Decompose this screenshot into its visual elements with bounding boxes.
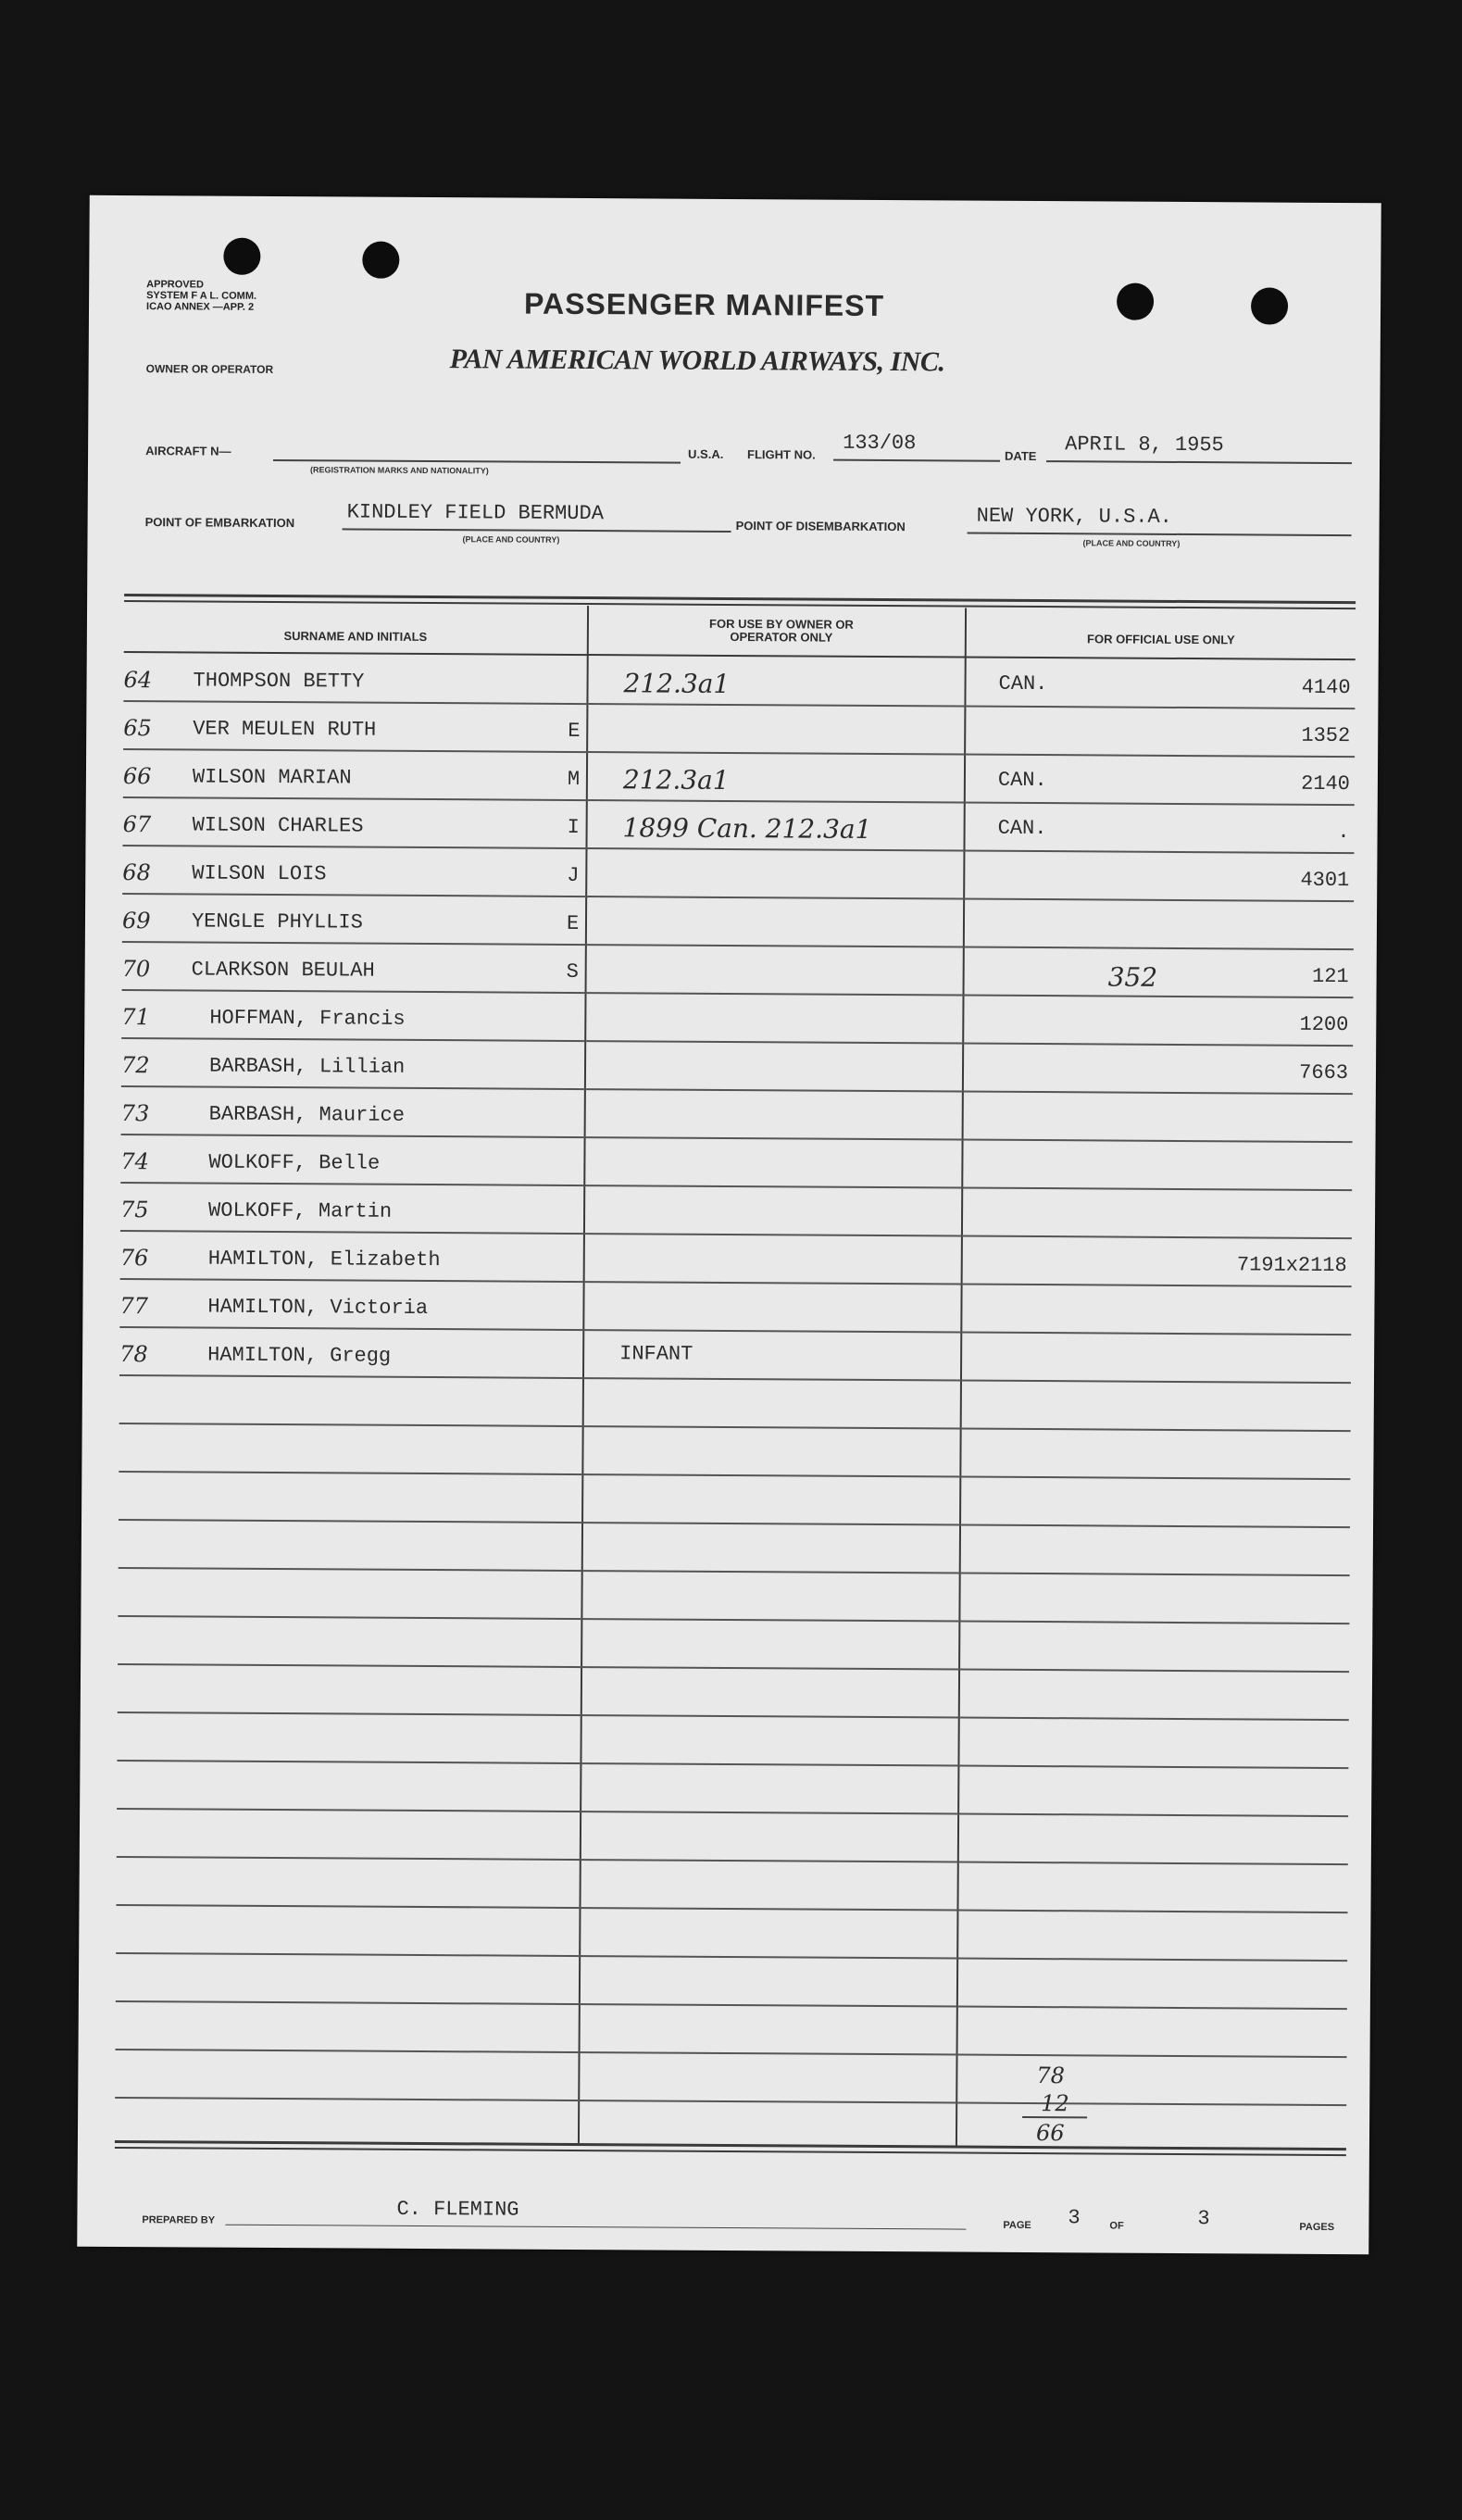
official-code: 7191x2118 (1236, 1253, 1347, 1278)
row-number: 70 (121, 955, 151, 983)
tally-minus: 12 (1041, 2090, 1069, 2117)
row-rule (119, 1519, 1350, 1528)
total-pages: 3 (1197, 2207, 1210, 2231)
passenger-name: YENGLE PHYLLIS (191, 909, 363, 934)
row-rule (117, 1808, 1348, 1817)
flight-label: FLIGHT NO. (747, 447, 816, 462)
embarkation-point: KINDLEY FIELD BERMUDA (346, 500, 605, 526)
row-number: 76 (119, 1244, 149, 1272)
owner-note: 212.3a1 (622, 764, 730, 796)
flight-underline (833, 459, 1000, 462)
disembark-sub: (PLACE AND COUNTRY) (1082, 538, 1181, 548)
row-number: 78 (119, 1340, 148, 1368)
flight-date: APRIL 8, 1955 (1065, 433, 1224, 458)
official-code: 7663 (1299, 1060, 1349, 1085)
official-code: 121 (1311, 964, 1349, 989)
row-number: 65 (123, 714, 152, 742)
passenger-name: THOMPSON BETTY (193, 669, 365, 694)
owner-note: INFANT (619, 1342, 694, 1366)
official-note: 352 (1107, 961, 1158, 993)
passenger-name: WILSON MARIAN (192, 765, 352, 790)
tally-top: 78 (1036, 2062, 1066, 2089)
disembarkation-point: NEW YORK, U.S.A. (976, 504, 1172, 529)
row-number: 73 (120, 1099, 150, 1127)
approval-line: SYSTEM F A L. COMM. (146, 290, 257, 302)
row-rule (120, 1182, 1352, 1191)
manifest-sheet (77, 195, 1381, 2254)
row-number: 64 (123, 666, 153, 694)
passenger-name: BARBASH, Maurice (208, 1102, 406, 1127)
punch-hole (223, 238, 260, 275)
row-number: 68 (122, 859, 151, 886)
row-number: 72 (120, 1051, 150, 1079)
passenger-name: VER MEULEN RUTH (193, 717, 377, 742)
usa-label: U.S.A. (688, 446, 724, 461)
form-title: PASSENGER MANIFEST (523, 286, 885, 323)
passenger-name: CLARKSON BEULAH (191, 958, 375, 983)
punch-hole (1251, 287, 1288, 324)
official-code (1170, 1349, 1346, 1350)
official-code (1171, 1205, 1347, 1206)
row-rule (121, 1134, 1353, 1143)
flight-number: 133/08 (843, 431, 917, 456)
col-official-header: FOR OFFICIAL USE ONLY (1087, 632, 1235, 647)
owner-note: 212.3a1 (623, 668, 731, 699)
row-rule (117, 1856, 1348, 1865)
header-rule (124, 651, 1356, 660)
owner-label: OWNER OR OPERATOR (145, 362, 274, 376)
row-rule (122, 989, 1354, 998)
aircraft-underline (273, 459, 681, 464)
column-divider (956, 608, 967, 2146)
passenger-initial: E (568, 719, 581, 744)
embark-sub: (PLACE AND COUNTRY) (462, 534, 560, 545)
passenger-initial: J (567, 863, 580, 888)
official-code: 1200 (1299, 1012, 1349, 1037)
date-label: DATE (1005, 448, 1037, 464)
row-rule (117, 1760, 1348, 1769)
official-note: CAN. (997, 768, 1047, 793)
official-code (1173, 916, 1349, 917)
tally-result: 66 (1035, 2120, 1065, 2147)
row-rule (119, 1423, 1351, 1432)
operator-name: PAN AMERICAN WORLD AIRWAYS, INC. (449, 344, 945, 378)
approval-line: APPROVED (146, 279, 204, 291)
row-rule (120, 1278, 1352, 1287)
row-number: 71 (121, 1003, 150, 1031)
col-surname-header: SURNAME AND INITIALS (283, 629, 428, 644)
embark-underline (343, 528, 731, 533)
col-owner-header: FOR USE BY OWNER OR OPERATOR ONLY (709, 616, 854, 645)
row-rule (116, 2000, 1347, 2010)
page-number: 3 (1068, 2206, 1081, 2230)
passenger-name: HOFFMAN, Francis (209, 1006, 406, 1031)
aircraft-label: AIRCRAFT N— (145, 444, 231, 458)
row-number: 67 (122, 810, 152, 838)
passenger-name: HAMILTON, Victoria (207, 1295, 429, 1321)
prepared-by: C. FLEMING (396, 2197, 519, 2222)
row-rule (122, 941, 1354, 950)
official-code: 1352 (1301, 723, 1351, 748)
prepared-underline (225, 2225, 966, 2230)
row-number: 69 (121, 907, 151, 934)
row-number: 74 (120, 1147, 150, 1175)
passenger-name: WOLKOFF, Belle (208, 1150, 381, 1175)
embark-label: POINT OF EMBARKATION (144, 515, 295, 531)
row-rule (115, 2097, 1346, 2106)
passenger-initial: I (567, 815, 580, 840)
passenger-name: WOLKOFF, Martin (208, 1198, 393, 1223)
row-rule (119, 1374, 1351, 1384)
registration-label: (REGISTRATION MARKS AND NATIONALITY) (309, 465, 489, 476)
passenger-name: HAMILTON, Gregg (207, 1343, 392, 1368)
passenger-name: HAMILTON, Elizabeth (207, 1247, 441, 1273)
row-rule (119, 1471, 1350, 1480)
official-code (1171, 1301, 1347, 1302)
page-label: PAGE (1003, 2219, 1031, 2232)
passenger-initial: E (566, 911, 580, 936)
row-number: 75 (120, 1196, 149, 1223)
row-rule (119, 1326, 1351, 1335)
row-rule (119, 1567, 1350, 1576)
row-number: 77 (119, 1292, 149, 1320)
row-number: 66 (122, 762, 152, 790)
row-rule (118, 1615, 1349, 1624)
official-note: CAN. (998, 671, 1048, 696)
official-note: CAN. (997, 816, 1047, 841)
punch-hole (1117, 283, 1154, 320)
official-code (1172, 1109, 1348, 1110)
official-code: 4301 (1300, 868, 1350, 893)
date-underline (1046, 460, 1352, 464)
prepared-label: PREPARED BY (142, 2214, 216, 2226)
passenger-initial: M (567, 767, 581, 792)
row-rule (122, 845, 1354, 854)
passenger-name: WILSON CHARLES (192, 813, 364, 838)
owner-note: 1899 Can. 212.3a1 (622, 812, 872, 845)
row-rule (116, 1904, 1347, 1913)
disembark-label: POINT OF DISEMBARKATION (735, 519, 906, 534)
punch-hole (362, 242, 399, 279)
row-rule (121, 1085, 1353, 1095)
row-rule (116, 1952, 1347, 1962)
pages-label: PAGES (1299, 2221, 1335, 2234)
official-code (1171, 1157, 1347, 1158)
passenger-initial: S (566, 959, 579, 984)
row-rule (122, 893, 1354, 902)
row-rule (123, 700, 1355, 709)
row-rule (116, 2049, 1347, 2058)
of-label: OF (1109, 2220, 1124, 2232)
row-rule (118, 1711, 1349, 1721)
disembark-underline (968, 533, 1352, 537)
row-rule (120, 1230, 1352, 1239)
row-rule (123, 748, 1355, 758)
official-code: 2140 (1301, 771, 1350, 796)
row-rule (123, 796, 1355, 806)
row-rule (118, 1663, 1349, 1673)
passenger-name: WILSON LOIS (192, 861, 327, 886)
official-code: . (1337, 821, 1350, 845)
row-rule (121, 1037, 1353, 1047)
approval-line: ICAO ANNEX —APP. 2 (146, 301, 255, 313)
tally-rule (1022, 2116, 1087, 2118)
passenger-name: BARBASH, Lillian (208, 1054, 406, 1079)
ruled-lines (90, 195, 1381, 204)
official-code: 4140 (1301, 675, 1351, 700)
